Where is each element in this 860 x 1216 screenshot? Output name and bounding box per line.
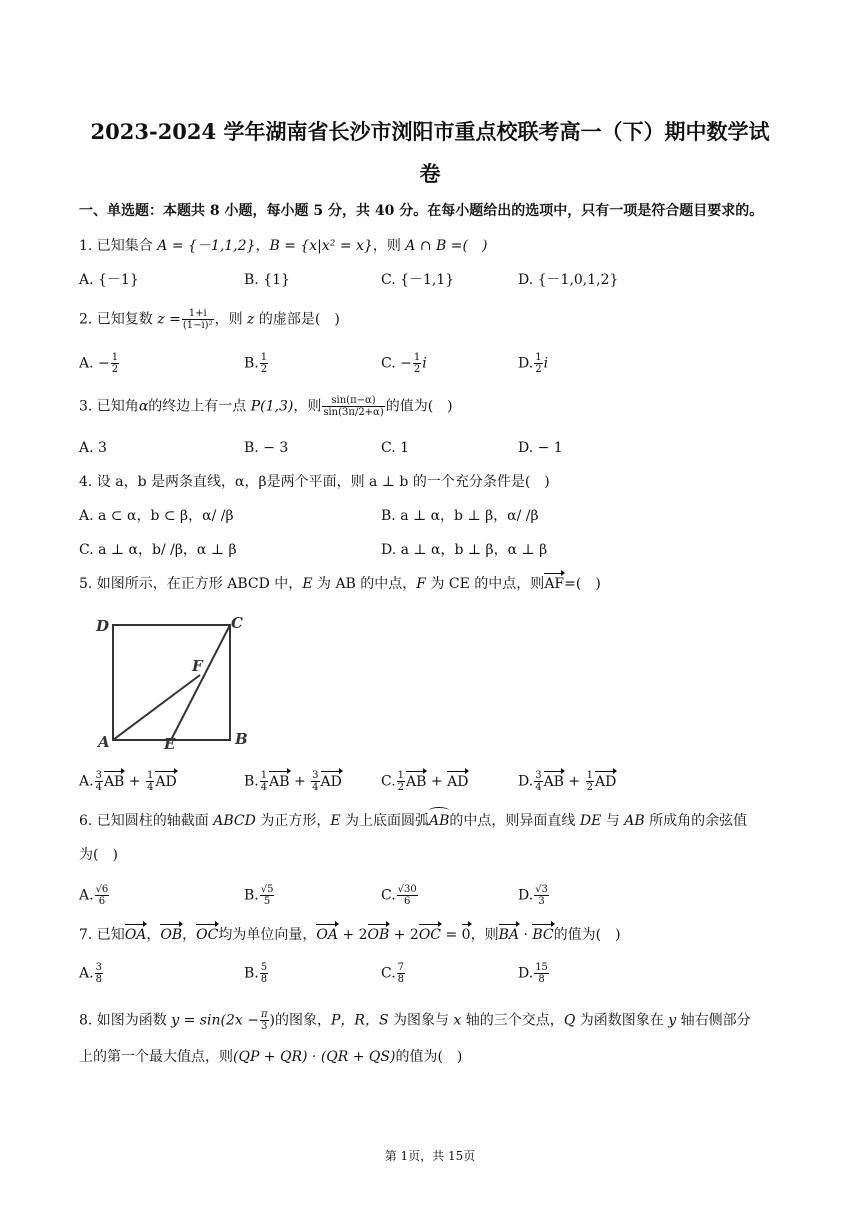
q8-expr: (QP + QR) · (QR + QS) (233, 1049, 396, 1065)
q8-prs: P，R，S (330, 1012, 389, 1029)
q2-opt-d-num: 1 (535, 352, 542, 363)
q5-a-ab: AB (103, 773, 125, 790)
q3-fraction (322, 395, 384, 418)
section-count: 8 (209, 203, 220, 219)
q7-eq-oa: OA (316, 927, 338, 943)
q7-d-num: 15 (535, 962, 548, 973)
q3-point: P(1,3) (250, 398, 294, 415)
q8-stem-f: 轴右侧部分 (676, 1012, 751, 1029)
q5-option-d (518, 770, 616, 793)
q6-stem-b: 为正方形， (255, 813, 331, 829)
q2-opt-d-den: 2 (535, 364, 542, 375)
q5-a-plus: + (128, 773, 141, 790)
q6-arc-ab: AB (429, 813, 450, 829)
q5-c-d1: 2 (397, 782, 405, 793)
q7-opt-a-label: A. (79, 965, 94, 982)
q6-stem-e: 与 (601, 813, 625, 829)
q5-opt-c-frac1 (397, 770, 405, 793)
q2-opt-a-den: 2 (111, 364, 119, 375)
q1-sep: ， (255, 238, 270, 254)
q3-alpha: α (138, 398, 149, 415)
q8-line2-a: 上的第一个最大值点，则 (79, 1049, 233, 1065)
q2-stem-c: 的虚部是( ) (254, 311, 340, 328)
q7-vec-ob: OB (160, 927, 183, 943)
q8-x: x (453, 1012, 462, 1029)
q6-opt-a-frac (95, 884, 110, 907)
q3-frac-den: sin(3π/2+α) (323, 407, 384, 418)
q6-stem-d: 的中点，则异面直线 (449, 813, 580, 829)
q8-stem-d: 轴的三个交点， (461, 1012, 564, 1029)
q7-a-den: 8 (95, 974, 102, 985)
q5-option-b (244, 770, 342, 793)
q8-stem-c: 为图象与 (388, 1012, 454, 1029)
q5-d-ad: AD (594, 773, 617, 790)
section-mid1: 小题，每小题 (219, 203, 314, 219)
q5-a-d2: 4 (146, 782, 154, 793)
q5-b-ab: AB (269, 773, 290, 790)
q6-opt-c-label: C. (381, 887, 396, 904)
q5-c-plus: + (430, 773, 443, 790)
section-mid2: 分，共 (323, 203, 375, 219)
q3-stem-a: 3. 已知角 (79, 398, 139, 415)
q7-vec-oc: OC (196, 927, 219, 943)
q1-expr: A ∩ B =( ) (405, 238, 488, 254)
page-footer: 第 1页，共 15页 (384, 1149, 476, 1163)
q3-option-a: A. 3 (79, 440, 107, 456)
square-outline (113, 625, 230, 740)
q6-ab: AB (624, 813, 645, 829)
q7-c-num: 7 (397, 962, 405, 973)
q3-stem-d: 的值为( ) (385, 398, 453, 415)
question-8-stem-line2 (79, 1047, 462, 1067)
q2-z: z = (157, 311, 181, 328)
q7-c1: ， (146, 927, 161, 943)
q2-opt-c-i: i (422, 355, 427, 372)
q5-b-d1: 4 (260, 782, 268, 793)
q5-opt-b-frac1 (260, 770, 268, 793)
q2-opt-b-frac (260, 352, 268, 375)
label-b: B (235, 730, 248, 748)
q7-stem-d: 的值为( ) (553, 927, 621, 943)
q5-b-plus: + (293, 773, 306, 790)
q8-pi-frac (260, 1009, 269, 1032)
q7-a-num: 3 (95, 962, 102, 973)
q7-b-num: 5 (260, 962, 268, 973)
page-title-line1: 2023-2024 学年湖南省长沙市浏阳市重点校联考高一（下）期中数学试 (90, 119, 770, 144)
q5-opt-a-frac1 (95, 770, 103, 793)
page-title-line2: 卷 (419, 161, 441, 186)
q5-opt-b-label: B. (244, 773, 259, 790)
q2-zv: z (247, 311, 255, 328)
q2-opt-c-num: 1 (413, 352, 421, 363)
q3-option-b: B. − 3 (244, 440, 289, 456)
q1-stem-b: ，则 (372, 238, 406, 254)
label-a: A (98, 733, 110, 751)
q7-vec-bc: BC (532, 927, 554, 943)
q2-stem-a: 2. 已知复数 (79, 311, 158, 328)
q7-stem-b: 均为单位向量， (218, 927, 317, 943)
q4-option-c: C. a ⊥ α，b/ /β，α ⊥ β (79, 542, 237, 558)
q5-option-a (79, 770, 177, 793)
q5-d-ab: AB (543, 773, 564, 790)
q8-pi: π (260, 1009, 268, 1020)
q1-option-a: A. {－1} (79, 272, 139, 288)
q6-option-d (518, 884, 550, 907)
q6-opt-b-frac (260, 884, 275, 907)
q5-d-d2: 2 (586, 782, 593, 793)
question-2-stem (79, 308, 340, 331)
q2-opt-c-frac (413, 352, 421, 375)
q5-vec-af: AF (544, 576, 565, 592)
q7-option-c (381, 962, 406, 985)
q7-opt-c-label: C. (381, 965, 396, 982)
q7-eq-plus2: + 2 (389, 927, 419, 943)
q7-opt-d-label: D. (518, 965, 534, 982)
q4-option-d: D. a ⊥ α，b ⊥ β，α ⊥ β (381, 542, 548, 558)
label-e: E (164, 735, 176, 753)
q2-stem-b: ，则 (214, 311, 248, 328)
q7-d-den: 8 (538, 974, 545, 985)
q2-frac-num: 1+i (182, 308, 214, 320)
q7-option-a (79, 962, 104, 985)
q8-func-a: y = sin(2x − (171, 1012, 259, 1029)
q6-opt-b-label: B. (244, 887, 259, 904)
q7-opt-c-frac (397, 962, 405, 985)
q6-stem-c: 为上底面圆弧 (340, 813, 430, 829)
q7-opt-a-frac (95, 962, 103, 985)
q5-a-n2: 1 (146, 770, 154, 781)
q5-d-n2: 1 (586, 770, 593, 781)
q6-opt-d-label: D. (518, 887, 534, 904)
q6-option-b (244, 884, 275, 907)
q1-option-b: B. {1} (244, 272, 290, 288)
section-suffix: 分。在每小题给出的选项中，只有一项是符合题目要求的。 (394, 203, 764, 219)
q3-option-d: D. − 1 (518, 440, 563, 456)
question-4-stem: 4. 设 a，b 是两条直线，α，β是两个平面，则 a ⊥ b 的一个充分条件是( ) (79, 474, 550, 490)
q5-e: E (302, 576, 313, 592)
q2-fraction (182, 308, 214, 331)
q6-c-den: 6 (404, 896, 411, 907)
q7-eq-plus1: + 2 (337, 927, 368, 943)
q6-option-c (381, 884, 419, 907)
question-6-stem-line2: 为( ) (79, 847, 118, 863)
question-8-stem (79, 1009, 751, 1032)
q6-abcd: ABCD (213, 813, 256, 829)
q6-opt-d-frac (534, 884, 549, 907)
q7-c2: ， (182, 927, 197, 943)
q8-y: y (668, 1012, 677, 1029)
label-f: F (192, 657, 203, 675)
q7-c-den: 8 (397, 974, 405, 985)
q7-option-d (518, 962, 550, 985)
q6-e: E (330, 813, 341, 829)
q5-c-ad: AD (447, 773, 469, 790)
q6-stem-a: 6. 已知圆柱的轴截面 (79, 813, 214, 829)
q5-opt-d-frac2 (586, 770, 594, 793)
q6-c-num: √30 (397, 884, 417, 895)
section-header (79, 201, 763, 221)
q5-a-n1: 3 (95, 770, 102, 781)
q3-frac-num: sin(π−α) (322, 395, 384, 407)
q2-option-a (79, 352, 120, 375)
q8-line2-b: 的值为( ) (395, 1049, 463, 1065)
question-1-stem (79, 236, 487, 256)
q5-opt-b-frac2 (311, 770, 319, 793)
q7-opt-d-frac (534, 962, 549, 985)
q7-b-den: 8 (260, 974, 268, 985)
q8-q: Q (563, 1012, 576, 1029)
q5-a-ad: AD (155, 773, 177, 790)
q2-opt-d-frac (534, 352, 542, 375)
label-c: C (231, 614, 243, 632)
q8-stem-b: 的图象， (274, 1012, 331, 1029)
q7-eq-ob: OB (367, 927, 390, 943)
q2-opt-a-label: A. − (79, 355, 110, 372)
question-7-stem (79, 925, 621, 945)
q8-func-b: ) (269, 1012, 275, 1029)
q8-stem-a: 8. 如图为函数 (79, 1012, 172, 1029)
q7-opt-b-frac (260, 962, 268, 985)
q5-option-c (381, 770, 468, 793)
question-3-stem (79, 395, 453, 418)
q6-stem-f: 所成角的余弦值 (644, 813, 748, 829)
q6-a-den: 6 (98, 896, 106, 907)
q6-opt-a-label: A. (79, 887, 94, 904)
q8-three: 3 (261, 1021, 268, 1032)
question-5-stem (79, 574, 601, 594)
square-figure (90, 608, 260, 756)
q1-option-d: D. {－1,0,1,2} (518, 272, 619, 288)
q1-option-c: C. {－1,1} (381, 272, 455, 288)
q2-option-c (381, 352, 427, 375)
q5-stem-b: 为 AB 的中点， (312, 576, 417, 592)
q1-set-a: A = {－1,1,2} (157, 238, 256, 254)
q7-vec-oa: OA (124, 927, 147, 943)
q2-opt-b-num: 1 (260, 352, 268, 363)
q7-vec-ba: BA (498, 927, 519, 943)
q5-b-n1: 1 (260, 770, 268, 781)
q5-opt-d-label: D. (518, 773, 534, 790)
q3-option-c: C. 1 (381, 440, 410, 456)
q6-opt-c-frac (397, 884, 418, 907)
q6-a-num: √6 (95, 884, 109, 895)
q7-option-b (244, 962, 269, 985)
q2-opt-c-den: 2 (413, 364, 421, 375)
q5-c-ab: AB (406, 773, 427, 790)
q5-b-d2: 4 (312, 782, 319, 793)
q8-stem-e: 为函数图象在 (575, 1012, 669, 1029)
section-points: 5 (313, 203, 324, 219)
section-total: 40 (374, 203, 395, 219)
q2-opt-b-den: 2 (260, 364, 268, 375)
q1-stem-a: 1. 已知集合 (79, 238, 158, 254)
label-d: D (96, 617, 110, 635)
q2-option-b (244, 352, 269, 375)
q5-d-n1: 3 (535, 770, 542, 781)
q2-opt-b-label: B. (244, 355, 259, 372)
q2-opt-c-label: C. − (381, 355, 412, 372)
q5-a-d1: 4 (95, 782, 102, 793)
section-prefix: 一、单选题：本题共 (79, 203, 210, 219)
q2-opt-a-frac (111, 352, 119, 375)
q5-c-n1: 1 (397, 770, 405, 781)
q5-opt-a-frac2 (146, 770, 154, 793)
q2-opt-d-i: i (543, 355, 549, 372)
segment-ec (171, 625, 230, 740)
q7-dot: · (519, 927, 533, 943)
q6-b-den: 5 (263, 896, 271, 907)
q6-d-num: √3 (535, 884, 548, 895)
q5-stem-c: 为 CE 的中点，则 (426, 576, 545, 592)
q6-de: DE (579, 813, 602, 829)
q5-d-d1: 4 (535, 782, 542, 793)
q2-frac-den: (1−i)² (182, 320, 213, 331)
q5-opt-c-label: C. (381, 773, 396, 790)
q5-opt-d-frac1 (534, 770, 542, 793)
q6-d-den: 3 (538, 896, 545, 907)
q2-option-d (518, 352, 548, 375)
q6-b-num: √5 (260, 884, 274, 895)
q7-eq-eq: = (441, 927, 462, 943)
q4-option-b: B. a ⊥ α，b ⊥ β，α/ /β (381, 508, 539, 524)
q5-d-plus: + (568, 773, 581, 790)
q5-b-ad: AD (320, 773, 342, 790)
q7-eq-oc: OC (418, 927, 442, 943)
q2-opt-d-label: D. (518, 355, 534, 372)
q4-option-a: A. a ⊂ α，b ⊂ β，α/ /β (79, 508, 234, 524)
question-6-stem (79, 811, 747, 831)
q5-stem-a: 5. 如图所示，在正方形 ABCD 中， (79, 576, 303, 592)
q7-opt-b-label: B. (244, 965, 259, 982)
q3-stem-b: 的终边上有一点 (148, 398, 251, 415)
q5-f: F (416, 576, 427, 592)
q7-stem-c: ，则 (470, 927, 499, 943)
q5-stem-d: =( ) (564, 576, 601, 592)
q2-opt-a-num: 1 (111, 352, 119, 363)
q6-option-a (79, 884, 110, 907)
q5-b-n2: 3 (312, 770, 319, 781)
q7-zero-vector: 0 (461, 927, 471, 943)
q7-stem-a: 7. 已知 (79, 927, 125, 943)
q1-set-b: B = {x|x² = x} (269, 238, 373, 254)
q5-opt-a-label: A. (79, 773, 94, 790)
q3-stem-c: ，则 (293, 398, 322, 415)
